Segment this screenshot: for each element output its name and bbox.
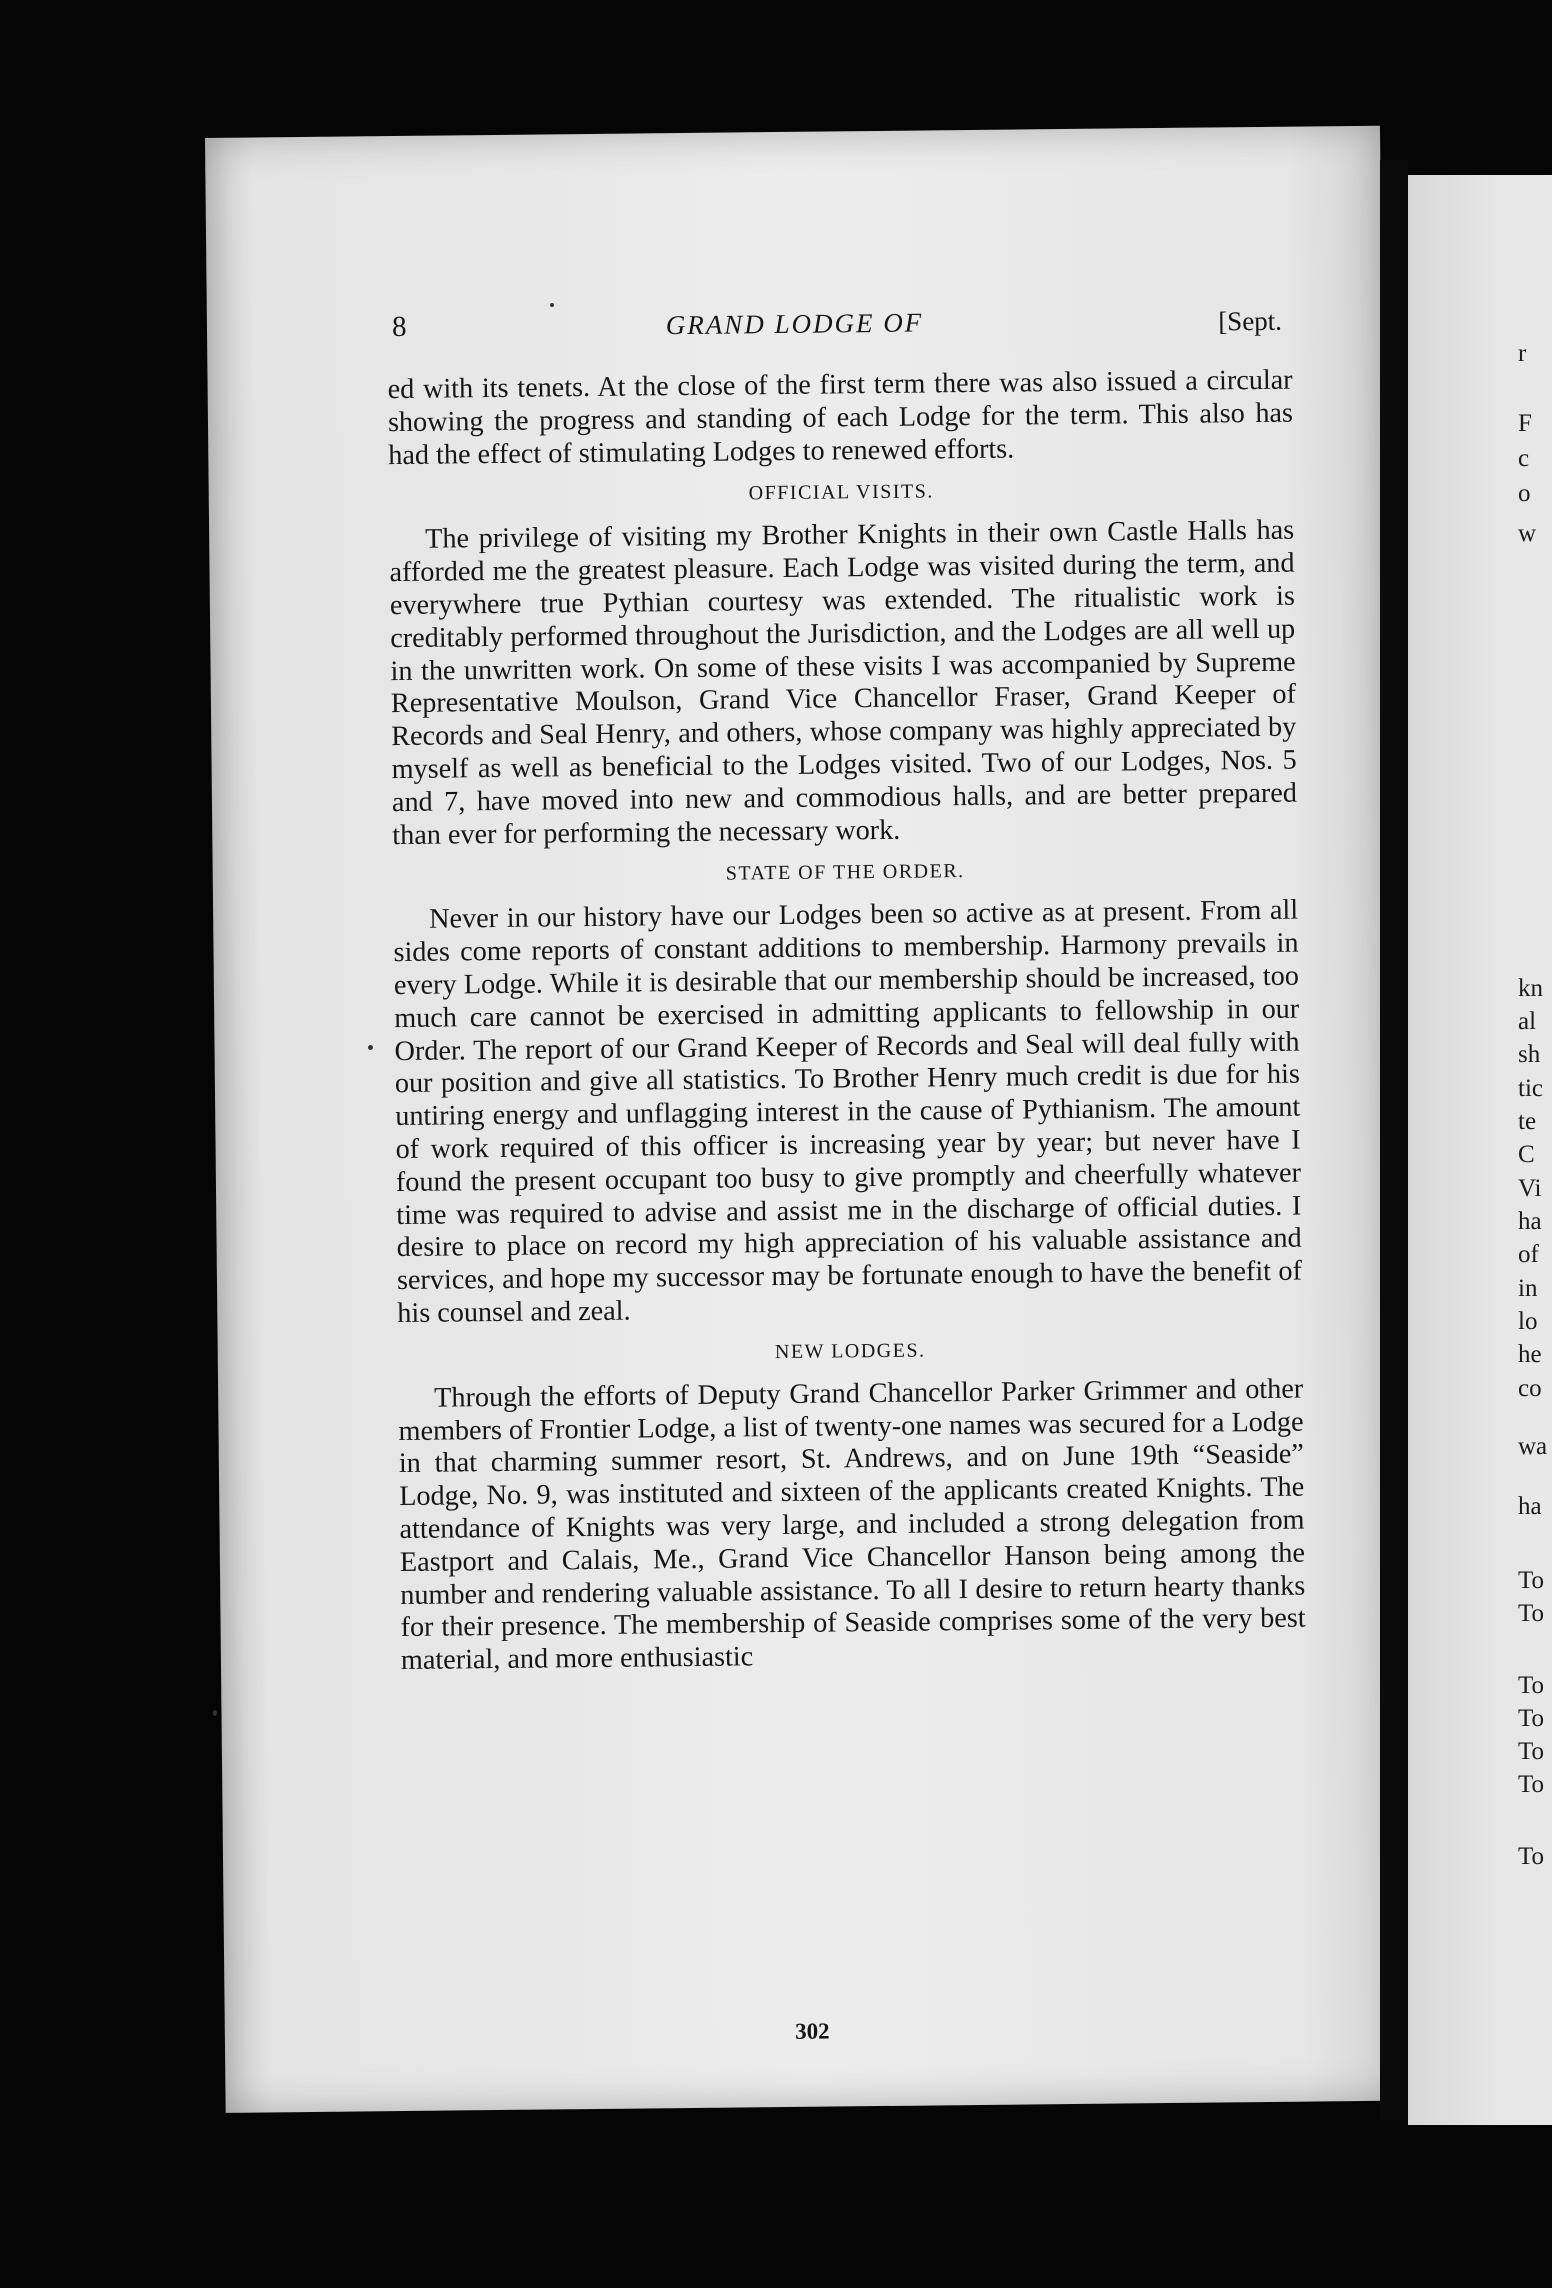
- facing-page-fragment: kn: [1518, 975, 1543, 1002]
- page-number: 8: [391, 310, 407, 344]
- section-heading-official-visits: OFFICIAL VISITS.: [748, 480, 934, 505]
- facing-page-fragment: To: [1518, 1771, 1545, 1798]
- facing-page-fragment: lo: [1518, 1308, 1538, 1335]
- facing-page-fragment: To: [1518, 1600, 1545, 1627]
- section-heading-new-lodges: NEW LODGES.: [774, 1339, 926, 1363]
- facing-page-fragment: o: [1518, 480, 1531, 507]
- facing-page-fragment: c: [1518, 445, 1530, 472]
- facing-page-fragment: al: [1518, 1008, 1537, 1035]
- facing-page-fragment: tic: [1518, 1075, 1543, 1102]
- facing-page-fragment: wa: [1518, 1433, 1548, 1460]
- facing-page-fragment: ha: [1518, 1493, 1542, 1520]
- book-gutter: [1380, 160, 1408, 2120]
- facing-page-fragment: co: [1518, 1375, 1542, 1402]
- paragraph: The privilege of visiting my Brother Knights in their own Castle Halls has afforded me the greatest pleasure. Each Lodge was visited during the term, and everywhere true Pythian courtesy was extended. The ritualistic work is creditably performed throughout the Jurisdiction, and the Lodges are all well up in the unwritten work. On some of these visits I was accompanied by Supreme Representative Moulson, Grand Vice Chancellor Fraser, Grand Keeper of Records and Seal Henry, and others, whose company was highly appreciated by myself as well as beneficial to the Lodges visited. Two of our Lodges, Nos. 5 and 7, have moved into new and commodious halls, and are better prepared than ever for performing the necessary work.: [389, 515, 1298, 851]
- facing-page-fragment: To: [1518, 1738, 1545, 1765]
- facing-page-fragment: To: [1518, 1567, 1545, 1594]
- facing-page-fragment: sh: [1518, 1041, 1541, 1068]
- facing-page-fragment: w: [1518, 520, 1537, 547]
- facing-page-fragment: te: [1518, 1108, 1537, 1135]
- facing-page-fragment: C: [1518, 1141, 1535, 1168]
- facing-page-fragment: he: [1518, 1341, 1542, 1368]
- facing-page-fragment: of: [1518, 1241, 1539, 1268]
- facing-page-fragment: To: [1518, 1705, 1545, 1732]
- facing-page-fragment: r: [1518, 340, 1527, 367]
- folio-number: 302: [794, 2018, 830, 2044]
- facing-page-edge: [1408, 175, 1552, 2125]
- body-text: [387, 365, 1306, 1678]
- print-speck: [213, 1710, 217, 1716]
- print-speck: [550, 303, 554, 307]
- facing-page-fragment: To: [1518, 1672, 1545, 1699]
- section-heading-state-of-order: STATE OF THE ORDER.: [725, 860, 965, 885]
- book-page: [205, 126, 1401, 2113]
- paragraph: ed with its tenets. At the close of the first term there was also issued a circular showing the progress and standing of each Lodge for the term. This also has had the effect of stimulating Lodges to renewed efforts.: [387, 364, 1294, 471]
- paragraph: Through the efforts of Deputy Grand Chancellor Parker Grimmer and other members of Frontier Lodge, a list of twenty-one names was secured for a Lodge in that charming summer resort, St. Andrews, and on June 19th “Seaside” Lodge, No. 9, was instituted and sixteen of the applicants created Knights. The attendance of Knights was very large, and included a strong delegation from Eastport and Calais, Me., Grand Vice Chancellor Hanson being among the number and rendering valuable assistance. To all I desire to return hearty thanks for their presence. The membership of Seaside comprises some of the very best material, and more enthusiastic: [398, 1373, 1306, 1677]
- running-head: [207, 301, 1382, 353]
- facing-page-fragment: in: [1518, 1275, 1538, 1302]
- facing-page-fragment: To: [1518, 1843, 1545, 1870]
- running-title: GRAND LODGE OF: [665, 307, 924, 341]
- facing-page-fragment: F: [1518, 410, 1532, 437]
- running-date: [Sept.: [1218, 305, 1283, 337]
- print-speck: [368, 1045, 373, 1050]
- facing-page-fragment: Vi: [1518, 1175, 1542, 1202]
- facing-page-fragment: ha: [1518, 1208, 1542, 1235]
- paragraph: Never in our history have our Lodges been so active as at present. From all sides come reports of constant additions to membership. Harmony prevails in every Lodge. While it is desirable that our membership should be increased, too much care cannot be exercised in admitting applicants to fellowship in our Order. The report of our Grand Keeper of Records and Seal will deal fully with our position and give all statistics. To Brother Henry much credit is due for his untiring energy and unflagging interest in the cause of Pythianism. The amount of work required of this officer is increasing year by year; but never have I found the present occupant too busy to give promptly and cheerfully whatever time was required to advise and assist me in the discharge of official duties. I desire to place on record my high appreciation of his valuable assistance and services, and hope my successor may be fortunate enough to have the benefit of his counsel and zeal.: [393, 894, 1303, 1329]
